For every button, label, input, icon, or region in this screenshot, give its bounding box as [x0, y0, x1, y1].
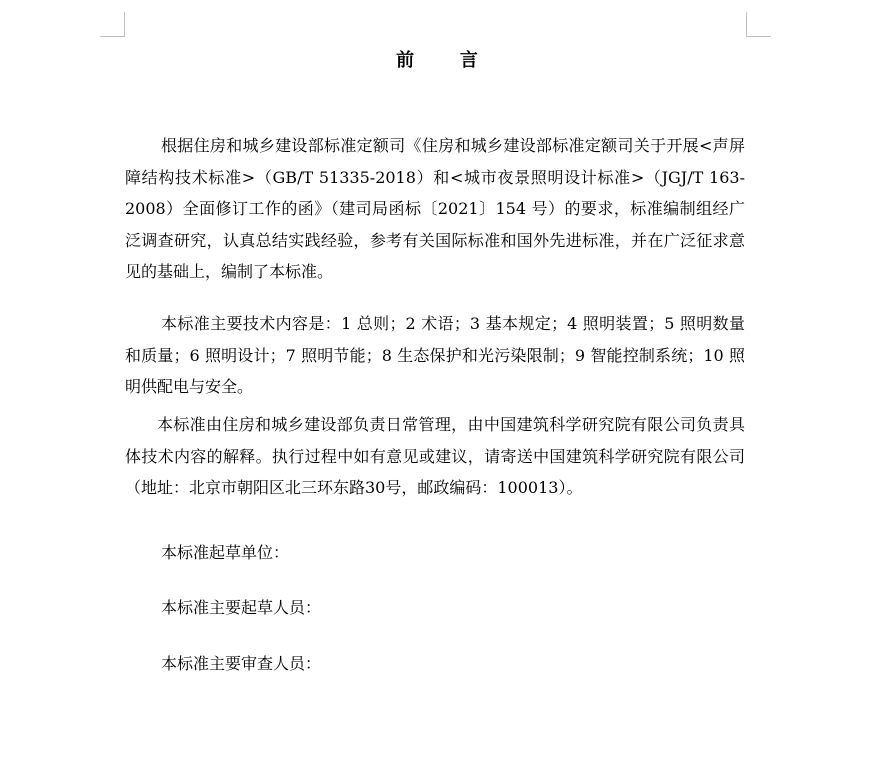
page-corner-mark-top-right: [746, 12, 771, 37]
main-reviewers-label: 本标准主要审查人员：: [161, 654, 322, 673]
paragraph-management: 本标准由住房和城乡建设部负责日常管理，由中国建筑科学研究院有限公司负责具体技术内容的解释。执行过程中如有意见或建议，请寄送中国建筑科学研究院有限公司（地址：北京市朝阳区北三环东路30号，邮政编码：100013）。: [125, 415, 745, 497]
main-drafters-label: 本标准主要起草人员：: [161, 598, 322, 617]
page-corner-mark-top-left: [100, 12, 125, 37]
page-title: 前 言: [396, 50, 498, 71]
paragraph-main-contents: 本标准主要技术内容是：1 总则；2 术语；3 基本规定；4 照明装置；5 照明数量和质量；6 照明设计；7 照明节能；8 生态保护和光污染限制；9 智能控制系统；10 照明供配电与安全。: [125, 314, 745, 396]
paragraph-background: 根据住房和城乡建设部标准定额司《住房和城乡建设部标准定额司关于开展<声屏障结构技术标准>（GB/T 51335-2018）和<城市夜景照明设计标准>（JGJ/T 163-2008）全面修订工作的函》（建司局函标〔2021〕154 号）的要求，标准编制组经广泛调查研究，认真总结实践经验，参考有关国际标准和国外先进标准，并在广泛征求意见的基础上，编制了本标准。: [125, 136, 745, 281]
drafting-unit-label: 本标准起草单位：: [161, 543, 290, 562]
